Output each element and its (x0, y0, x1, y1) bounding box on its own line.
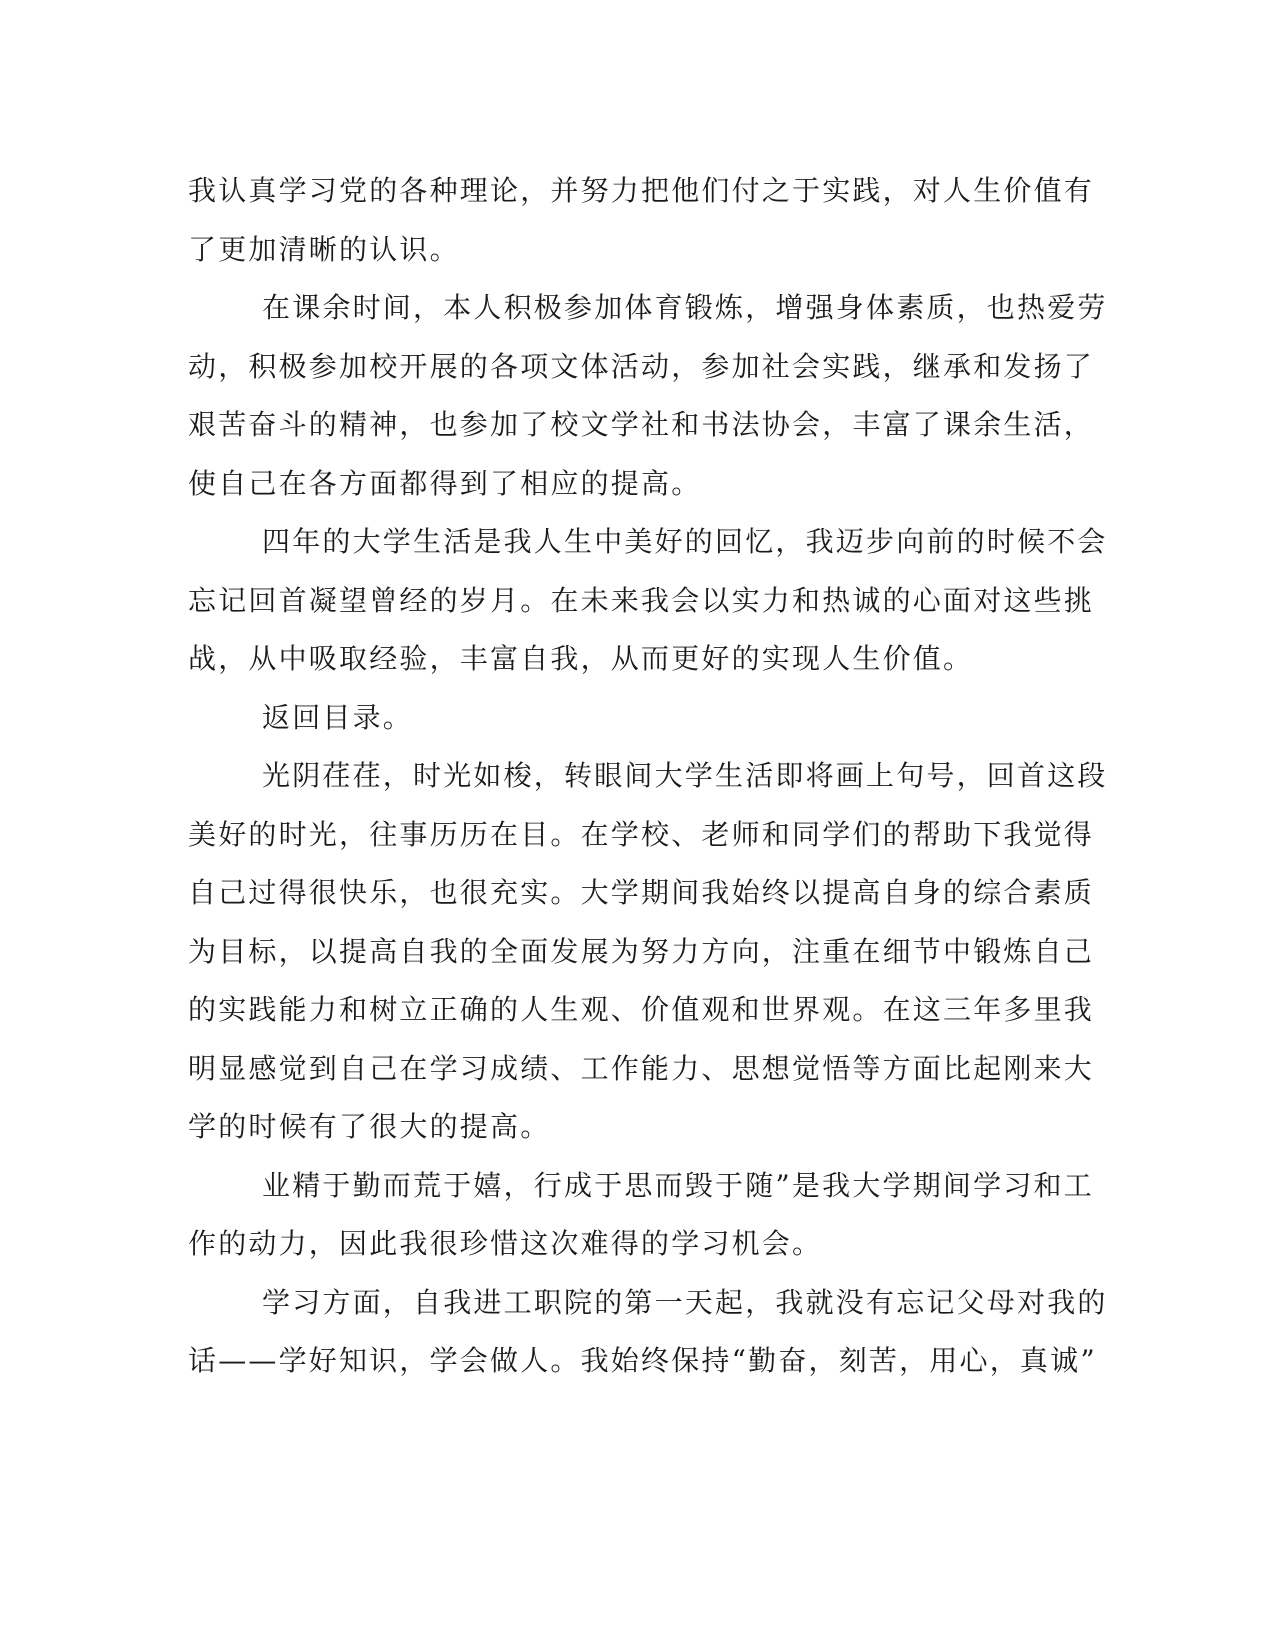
text-line: 我认真学习党的各种理论，并努力把他们付之于实践，对人生价值有 (188, 174, 1095, 207)
paragraph-start-line: 学习方面，自我进工职院的第一天起，我就没有忘记父母对我的 (262, 1285, 1108, 1319)
text-line: 为目标，以提高自我的全面发展为努力方向，注重在细节中锻炼自己 (188, 934, 1095, 968)
text-line: 自己过得很快乐，也很充实。大学期间我始终以提高自身的综合素质 (188, 876, 1095, 909)
text-line: 学的时候有了很大的提高。 (188, 1110, 551, 1143)
text-line: 话——学好知识，学会做人。我始终保持“勤奋，刻苦，用心，真诚” (188, 1344, 1097, 1377)
return-to-contents-text: 返回目录。 (262, 700, 414, 734)
paragraph-start-line: 在课余时间，本人积极参加体育锻炼，增强身体素质，也热爱劳 (262, 291, 1108, 324)
paragraph-start-line: 业精于勤而荒于嬉，行成于思而毁于随”是我大学期间学习和工 (262, 1168, 1094, 1202)
text-line: 作的动力，因此我很珍惜这次难得的学习机会。 (188, 1227, 823, 1260)
paragraph-start-line: 光阴荏荏，时光如梭，转眼间大学生活即将画上句号，回首这段 (262, 759, 1108, 792)
body-text (188, 162, 1108, 1391)
text-line: 了更加清晰的认识。 (188, 232, 460, 266)
text-line: 的实践能力和树立正确的人生观、价值观和世界观。在这三年多里我 (188, 993, 1095, 1026)
text-line: 美好的时光，往事历历在目。在学校、老师和同学们的帮助下我觉得 (188, 817, 1095, 851)
text-line: 动，积极参加校开展的各项文体活动，参加社会实践，继承和发扬了 (188, 349, 1095, 383)
text-line: 使自己在各方面都得到了相应的提高。 (188, 466, 702, 500)
text-line: 明显感觉到自己在学习成绩、工作能力、思想觉悟等方面比起刚来大 (188, 1051, 1095, 1085)
paragraph-start-line: 四年的大学生活是我人生中美好的回忆，我迈步向前的时候不会 (262, 525, 1108, 558)
text-line: 战，从中吸取经验，丰富自我，从而更好的实现人生价值。 (188, 642, 974, 675)
text-line: 忘记回首凝望曾经的岁月。在未来我会以实力和热诚的心面对这些挑 (188, 583, 1095, 617)
text-line: 艰苦奋斗的精神，也参加了校文学社和书法协会，丰富了课余生活， (188, 408, 1095, 441)
